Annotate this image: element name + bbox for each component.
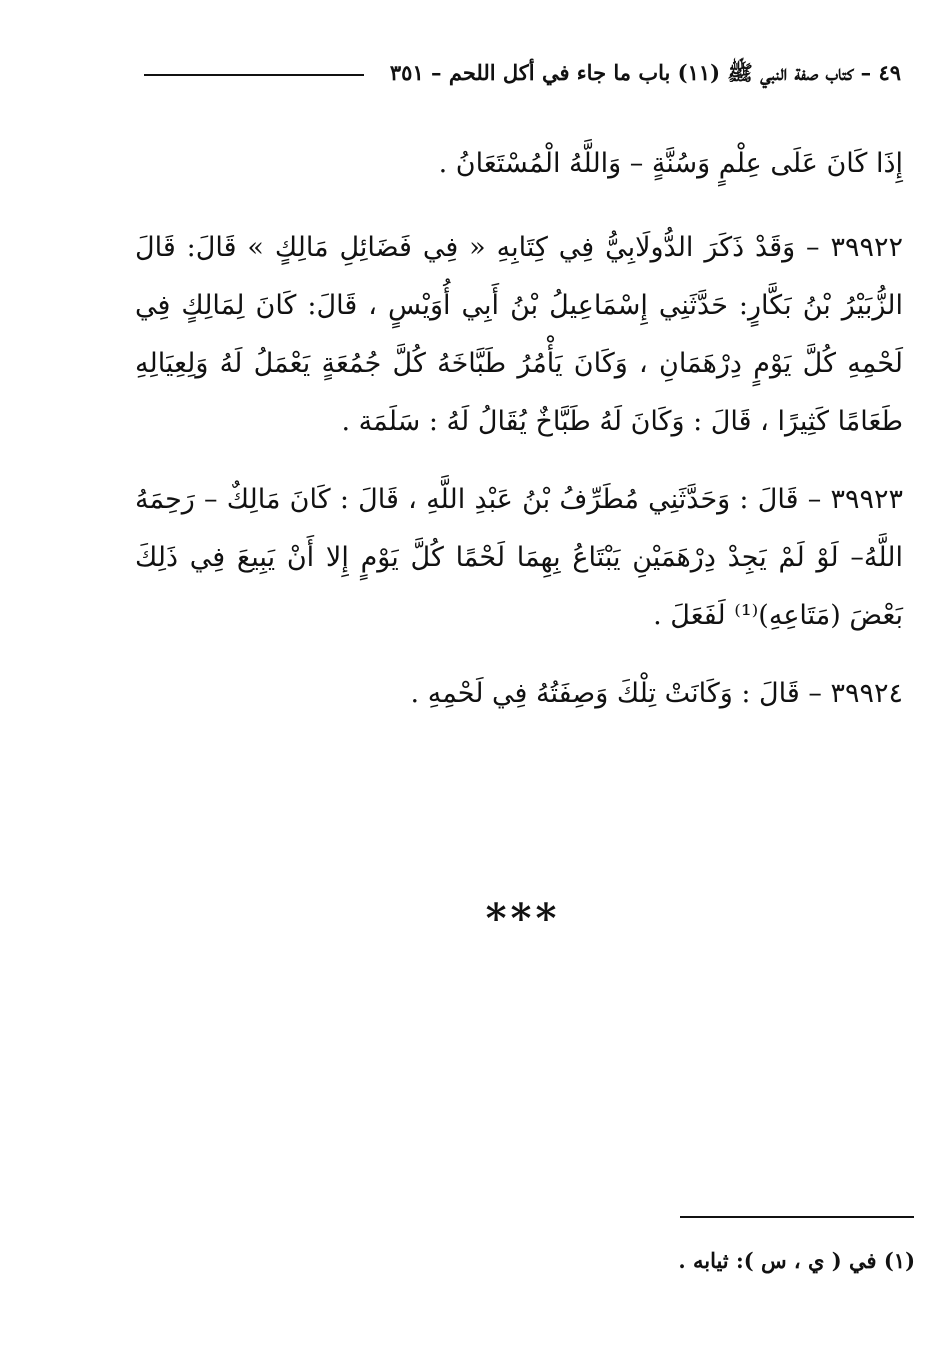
footnote-1: (١) في ( ي ، س ): ثيابه . [678,1248,915,1273]
header-title: ٤٩ – كتاب صفة النبي ﷺ (١١) باب ما جاء في أكل اللحم – ٣٥١ [389,59,901,85]
section-end-asterisks: *** [485,895,561,942]
paragraph-39924: ٣٩٩٢٤ – قَالَ : وَكَانَتْ تِلْكَ وَصِفَتُهُ فِي لَحْمِهِ . [410,678,903,709]
running-header [130,58,901,92]
header-rule [144,74,364,76]
paragraph-39923: ٣٩٩٢٣ – قَالَ : وَحَدَّثَنِي مُطَرِّفُ بْنُ عَبْدِ اللَّهِ ، قَالَ : كَانَ مَالِكٌ – رَحِمَهُ اللَّهُ– لَوْ لَمْ يَجِدْ دِرْهَمَيْنِ يَبْتَاعُ بِهِمَا لَحْمًا كُلَّ يَوْمٍ إِلا أَنْ يَبِيعَ فِي ذَلِكَ بَعْضَ (مَتَاعِهِ)⁽¹⁾ لَفَعَلَ . [135,484,903,631]
footnote-rule [680,1216,914,1218]
paragraph-continuation: إِذَا كَانَ عَلَى عِلْمٍ وَسُنَّةٍ – وَاللَّهُ الْمُسْتَعَانُ . [438,148,903,179]
paragraph-39922: ٣٩٩٢٢ – وَقَدْ ذَكَرَ الدُّولَابِيُّ فِي كِتَابِهِ « فِي فَضَائِلِ مَالِكٍ » قَالَ: قَالَ الزُّبَيْرُ بْنُ بَكَّارٍ: حَدَّثَنِي إِسْمَاعِيلُ بْنُ أَبِي أُوَيْسٍ ، قَالَ: كَانَ لِمَالِكٍ فِي لَحْمِهِ كُلَّ يَوْمٍ دِرْهَمَانِ ، وَكَانَ يَأْمُرُ طَبَّاخَهُ كُلَّ جُمُعَةٍ يَعْمَلُ لَهُ وَلِعِيَالِهِ طَعَامًا كَثِيرًا ، قَالَ : وَكَانَ لَهُ طَبَّاخٌ يُقَالُ لَهُ : سَلَمَة . [135,232,903,437]
main-text [135,135,903,743]
